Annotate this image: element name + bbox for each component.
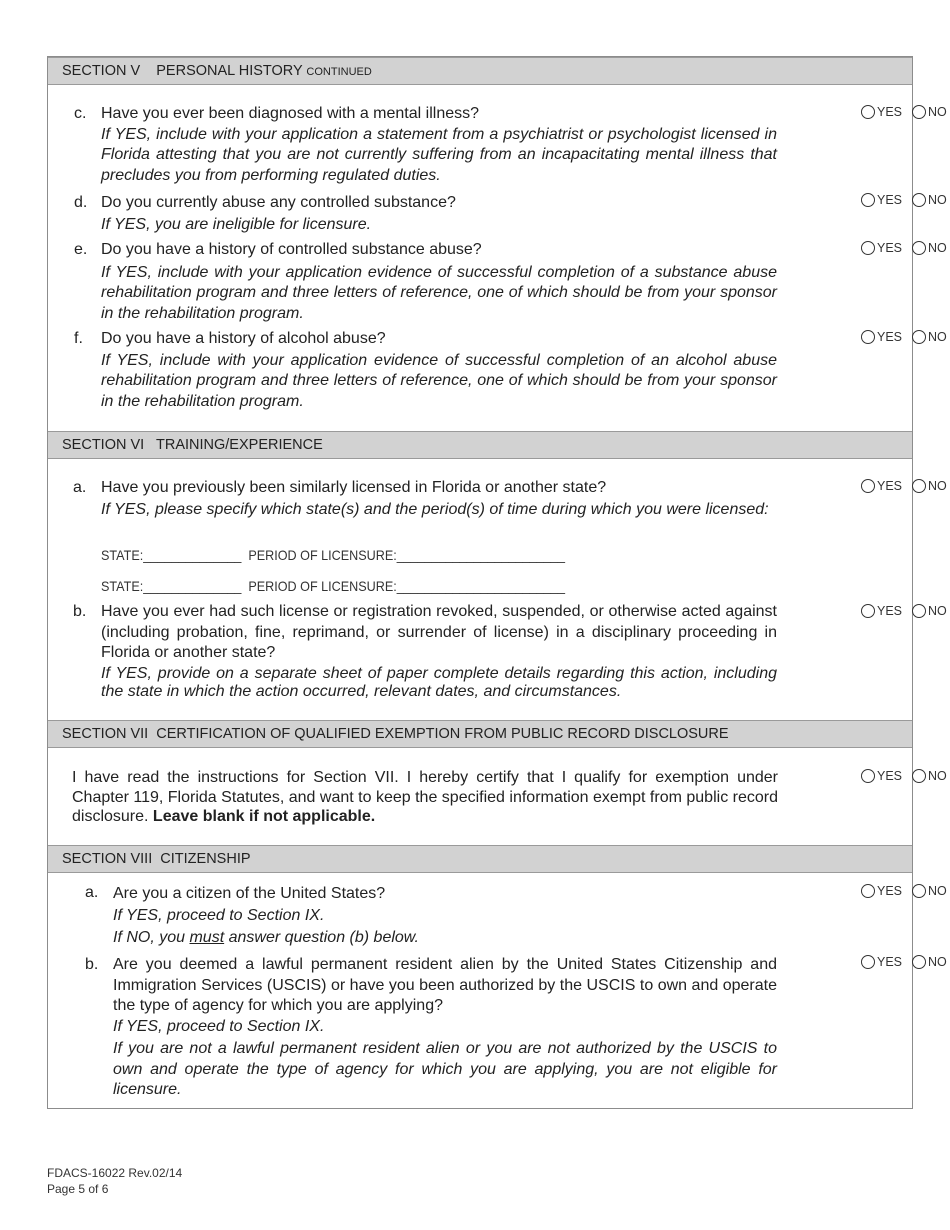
section-v-title: SECTION V PERSONAL HISTORY: [62, 63, 307, 79]
radio-circle-icon: [912, 241, 926, 255]
question-letter: c.: [74, 105, 87, 122]
section-viii-title: SECTION VIII CITIZENSHIP: [62, 851, 251, 867]
no-label: NO: [928, 884, 947, 898]
question-letter: b.: [85, 956, 99, 973]
no-label: NO: [928, 479, 947, 493]
radio-circle-icon: [861, 769, 875, 783]
yes-label: YES: [877, 604, 903, 618]
application-form: [47, 56, 947, 1109]
question-text: Have you previously been similarly licensed in Florida or another state?: [101, 479, 607, 496]
yes-radio[interactable]: [861, 604, 902, 618]
radio-circle-icon: [861, 479, 875, 493]
no-radio[interactable]: [912, 479, 947, 493]
yes-radio[interactable]: [861, 884, 902, 898]
certification-bold-note: Leave blank if not applicable.: [152, 808, 376, 825]
radio-circle-icon: [861, 193, 875, 207]
question-note: If you are not a lawful permanent resident alien or you are not authorized by the USCIS to own and operate the type of agency for which you are applying, you are not eligible for licensure.: [113, 1040, 777, 1098]
no-label: NO: [928, 193, 947, 207]
question-note: If YES, you are ineligible for licensure.: [101, 215, 372, 233]
section-vii-title: SECTION VII CERTIFICATION OF QUALIFIED EXEMPTION FROM PUBLIC RECORD DISCLOSURE: [62, 726, 729, 742]
yes-no-7: [861, 769, 947, 783]
question-text: Have you ever had such license or registration revoked, suspended, or otherwise acted against (including probation, fine, reprimand, or surrender of license) in a disciplinary proceeding in Florida or another state?: [101, 603, 777, 661]
question-letter: d.: [74, 194, 88, 211]
section-vii-header: [48, 720, 912, 748]
yes-no-5e: [861, 241, 947, 255]
yes-radio[interactable]: [861, 955, 902, 969]
yes-label: YES: [877, 193, 903, 207]
yes-label: YES: [877, 955, 903, 969]
question-note: If YES, provide on a separate sheet of paper complete details regarding this action, including the state in which the action occurred, relevant dates, and circumstances.: [101, 664, 777, 700]
radio-circle-icon: [912, 193, 926, 207]
yes-radio[interactable]: [861, 105, 902, 119]
question-note: If NO, you: [113, 929, 190, 946]
yes-no-8a: [861, 884, 947, 898]
yes-label: YES: [877, 769, 903, 783]
yes-no-8b: [861, 955, 947, 969]
section-vi-header: [48, 431, 912, 459]
radio-circle-icon: [912, 105, 926, 119]
yes-radio[interactable]: [861, 330, 902, 344]
yes-label: YES: [877, 241, 903, 255]
form-id: FDACS-16022 Rev.02/14: [47, 1166, 183, 1180]
yes-radio[interactable]: [861, 241, 902, 255]
radio-circle-icon: [912, 604, 926, 618]
radio-circle-icon: [912, 955, 926, 969]
radio-circle-icon: [861, 241, 875, 255]
no-radio[interactable]: [912, 884, 947, 898]
question-letter: f.: [74, 330, 83, 347]
section-vi-title: SECTION VI TRAINING/EXPERIENCE: [62, 437, 323, 453]
question-note: If YES, proceed to Section IX.: [113, 1017, 325, 1035]
radio-circle-icon: [912, 769, 926, 783]
question-letter: b.: [73, 603, 87, 620]
section-vii-certification: [72, 768, 778, 827]
radio-circle-icon: [861, 105, 875, 119]
radio-circle-icon: [912, 884, 926, 898]
question-letter: e.: [74, 241, 88, 258]
question-text: Do you have a history of alcohol abuse?: [101, 330, 386, 347]
no-radio[interactable]: [912, 769, 947, 783]
section-v-continued: CONTINUED: [306, 66, 372, 78]
question-note: answer question (b) below.: [224, 929, 419, 946]
question-note: If YES, please specify which state(s) and the period(s) of time during which you were licensed:: [101, 500, 769, 518]
yes-radio[interactable]: [861, 193, 902, 207]
no-radio[interactable]: [912, 330, 947, 344]
yes-radio[interactable]: [861, 479, 902, 493]
licensure-fill-line-1[interactable]: STATE:______________ PERIOD OF LICENSURE:________________________: [101, 547, 565, 563]
question-note: If YES, include with your application a statement from a psychiatrist or psychologist licensed in Florida attesting that you are not currently suffering from an incapacitating mental illness that precludes you from performing regulated duties.: [101, 125, 777, 184]
no-label: NO: [928, 241, 947, 255]
yes-no-6b: [861, 604, 947, 618]
question-text: Are you deemed a lawful permanent resident alien by the United States Citizenship and Immigration Services (USCIS) or have you been authorized by the USCIS to own and operate the type of agency for which you are applying?: [113, 956, 777, 1014]
licensure-fill-line-2[interactable]: STATE:______________ PERIOD OF LICENSURE:________________________: [101, 578, 565, 594]
yes-no-6a: [861, 479, 947, 493]
no-radio[interactable]: [912, 955, 947, 969]
no-label: NO: [928, 330, 947, 344]
radio-circle-icon: [912, 330, 926, 344]
question-note: If YES, include with your application evidence of successful completion of an alcohol abuse rehabilitation program and three letters of reference, one of which should be from your sponsor in the rehabilitation program.: [101, 351, 777, 410]
no-radio[interactable]: [912, 193, 947, 207]
question-note: If YES, include with your application evidence of successful completion of a substance abuse rehabilitation program and three letters of reference, one of which should be from your sponsor in the rehabilitation program.: [101, 263, 777, 322]
no-radio[interactable]: [912, 105, 947, 119]
emphasis-must: must: [189, 929, 225, 946]
yes-label: YES: [877, 884, 903, 898]
question-text: Are you a citizen of the United States?: [113, 885, 386, 902]
radio-circle-icon: [861, 955, 875, 969]
question-letter: a.: [85, 884, 99, 901]
yes-label: YES: [877, 105, 903, 119]
no-label: NO: [928, 105, 947, 119]
radio-circle-icon: [861, 330, 875, 344]
no-radio[interactable]: [912, 241, 947, 255]
radio-circle-icon: [912, 479, 926, 493]
radio-circle-icon: [861, 604, 875, 618]
section-v-header: [48, 57, 912, 85]
question-note: If YES, proceed to Section IX.: [113, 907, 325, 924]
yes-label: YES: [877, 330, 903, 344]
radio-circle-icon: [861, 884, 875, 898]
page-number: Page 5 of 6: [47, 1182, 109, 1196]
question-text: Have you ever been diagnosed with a mental illness?: [101, 105, 480, 122]
section-viii-header: [48, 845, 912, 873]
yes-no-5f: [861, 330, 947, 344]
no-label: NO: [928, 955, 947, 969]
yes-label: YES: [877, 479, 903, 493]
yes-radio[interactable]: [861, 769, 902, 783]
question-text: Do you have a history of controlled substance abuse?: [101, 241, 482, 258]
no-label: NO: [928, 769, 947, 783]
yes-no-5d: [861, 193, 947, 207]
question-letter: a.: [73, 479, 87, 496]
question-text: Do you currently abuse any controlled substance?: [101, 194, 456, 211]
no-radio[interactable]: [912, 604, 947, 618]
no-label: NO: [928, 604, 947, 618]
yes-no-5c: [861, 105, 947, 119]
certification-text: I have read the instructions for Section VII. I hereby certify that I qualify for exemption under Chapter 119, Florida Statutes, and want to keep the specified information exempt from public record disclosure.: [72, 769, 778, 825]
